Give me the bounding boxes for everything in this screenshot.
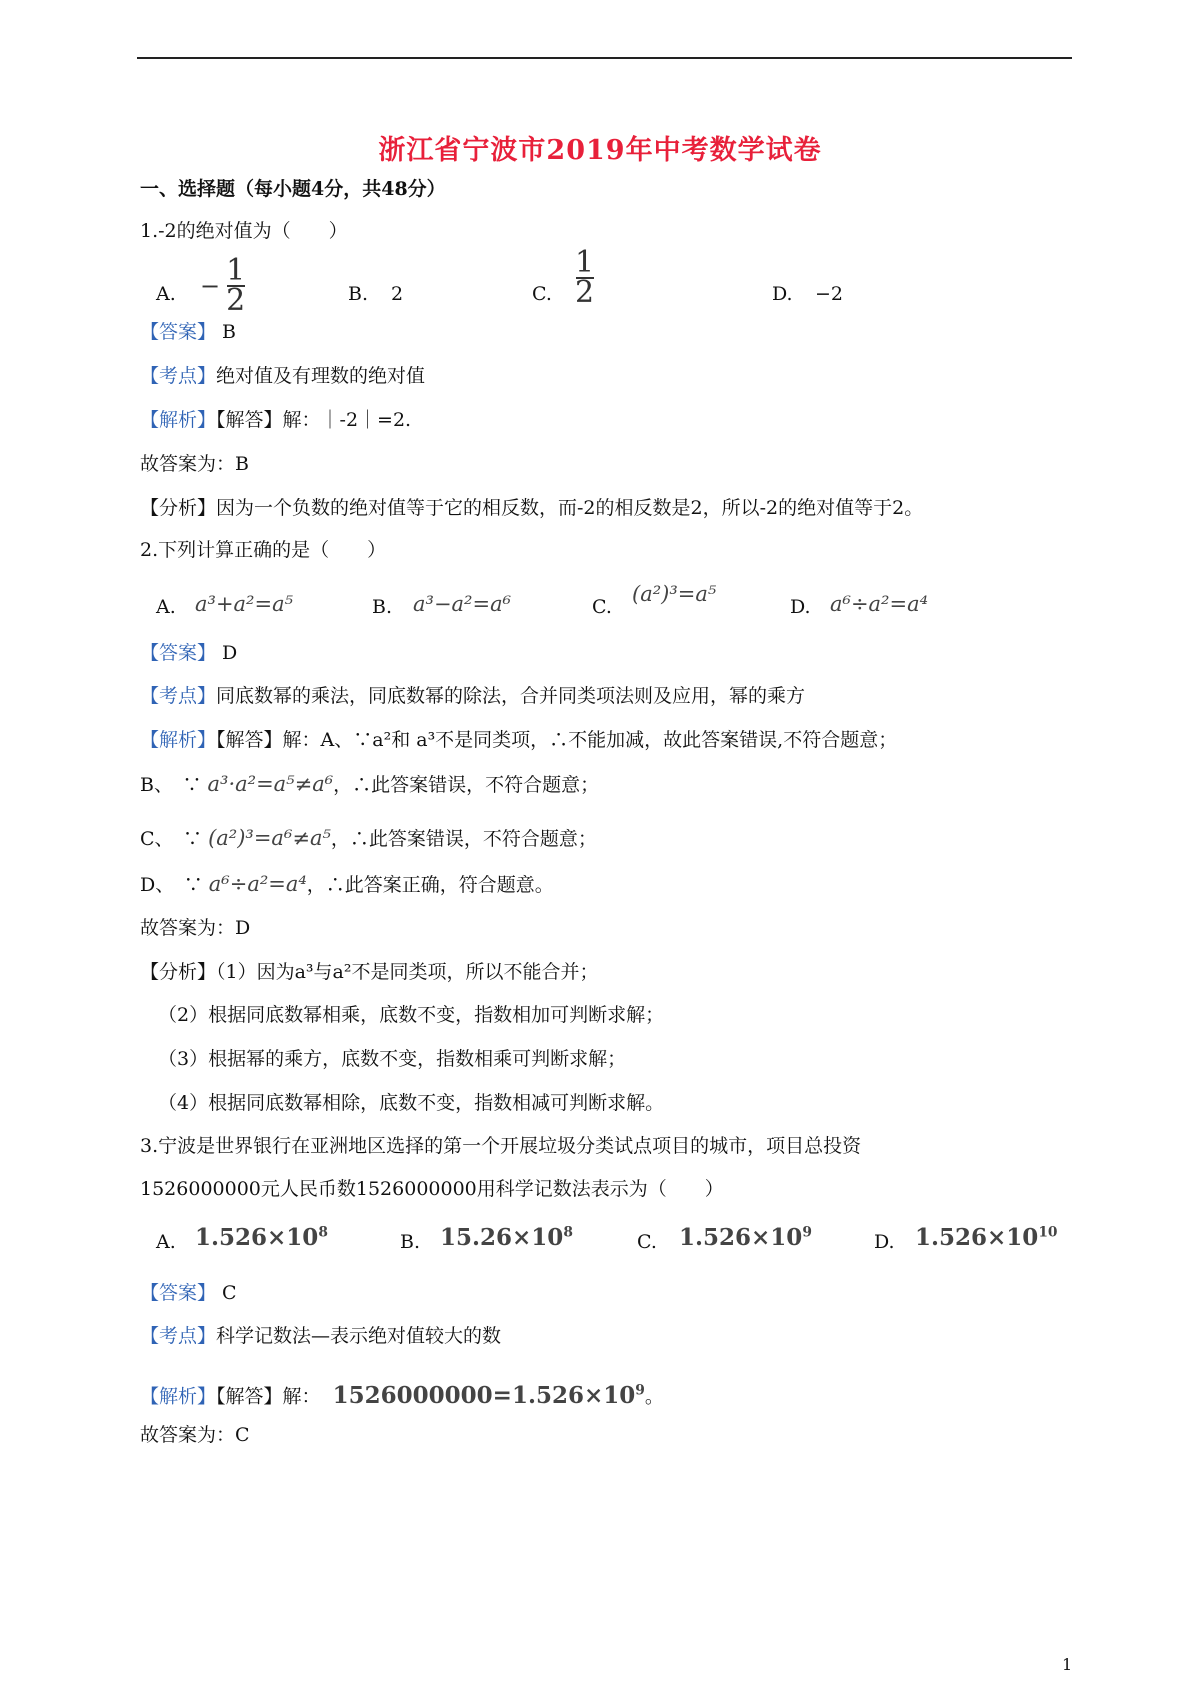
analysis-tag: 【解析】 xyxy=(140,729,217,751)
q1-option-a-label: A. xyxy=(156,283,176,305)
q2-fenxi xyxy=(140,960,599,984)
q1-option-c-label: C. xyxy=(532,283,552,305)
q3-point xyxy=(140,1324,501,1348)
q2-option-c-expr: (a²)³=a⁵ xyxy=(632,582,717,606)
q2-option-b-expr: a³−a²=a⁶ xyxy=(413,592,512,616)
q1-conclusion: 故答案为：B xyxy=(140,453,249,475)
point-tag: 【考点】 xyxy=(140,365,217,387)
q1-analysis xyxy=(140,408,411,432)
point-tag: 【考点】 xyxy=(140,1325,217,1347)
q3-option-a-exp: 8 xyxy=(318,1224,328,1241)
q2-answer xyxy=(140,641,237,665)
q1-answer xyxy=(140,320,236,344)
q2-option-a-label: A. xyxy=(156,596,176,618)
fraction-denominator: 2 xyxy=(575,275,595,310)
q3-answer xyxy=(140,1281,237,1305)
q1-point-text: 绝对值及有理数的绝对值 xyxy=(216,365,426,387)
q2-analysis-text: 解：A、∵a²和 a³不是同类项，∴不能加减，故此答案错误,不符合题意； xyxy=(282,729,898,751)
q2-line-c-math: (a²)³=a⁶≠a⁵ xyxy=(208,826,331,850)
q2-fenxi-4: （4）根据同底数幂相除，底数不变，指数相减可判断求解。 xyxy=(158,1092,665,1114)
q3-option-c-expr xyxy=(679,1224,812,1251)
q2-line-b-suffix: ，∴此答案错误，不符合题意； xyxy=(333,774,600,796)
analysis-tag: 【解析】 xyxy=(140,1385,217,1408)
q2-line-d-math: a⁶÷a²=a⁴ xyxy=(208,872,307,896)
q3-stem-line-2: 1526000000元人民币数1526000000用科学记数法表示为（ ） xyxy=(140,1178,724,1200)
q3-point-text: 科学记数法—表示绝对值较大的数 xyxy=(216,1325,502,1347)
q2-line-b xyxy=(140,772,599,797)
q2-line-b-prefix: B、 ∵ xyxy=(140,774,202,796)
q3-option-a-base: 1.526×10 xyxy=(195,1224,319,1251)
q1-option-b-label: B. xyxy=(348,283,369,305)
q3-option-d-base: 1.526×10 xyxy=(915,1224,1039,1251)
q3-stem-line-1: 3.宁波是世界银行在亚洲地区选择的第一个开展垃圾分类试点项目的城市，项目总投资 xyxy=(140,1135,862,1157)
q2-conclusion: 故答案为：D xyxy=(140,917,251,939)
fraction-denominator: 2 xyxy=(226,283,246,318)
q2-option-a-expr: a³+a²=a⁵ xyxy=(195,592,294,616)
q2-line-c-prefix: C、 ∵ xyxy=(140,828,203,850)
q3-answer-value: C xyxy=(216,1282,237,1304)
fenxi-tag: 【分析】 xyxy=(140,497,217,519)
q3-analysis-base: 1526000000=1.526×10 xyxy=(332,1381,636,1409)
page-number: 1 xyxy=(1062,1655,1073,1674)
reply-tag: 【解答】 xyxy=(216,409,283,431)
q2-fenxi-2: （2）根据同底数幂相乘，底数不变，指数相加可判断求解； xyxy=(158,1004,665,1026)
fenxi-tag: 【分析】 xyxy=(140,961,217,983)
reply-tag: 【解答】 xyxy=(216,1385,283,1408)
q3-analysis-exp: 9 xyxy=(635,1382,645,1398)
q3-analysis-math xyxy=(333,1382,645,1409)
section-heading: 一、选择题（每小题4分，共48分） xyxy=(140,178,446,200)
q1-option-b-value: 2 xyxy=(391,283,404,305)
q3-option-c-label: C. xyxy=(637,1231,657,1253)
q2-option-c-label: C. xyxy=(592,596,612,618)
answer-tag: 【答案】 xyxy=(140,321,217,343)
q3-option-d-label: D. xyxy=(874,1231,895,1253)
q3-conclusion: 故答案为：C xyxy=(140,1424,250,1446)
q1-option-a-fraction xyxy=(226,253,246,318)
q2-option-d-label: D. xyxy=(790,596,811,618)
q1-fenxi xyxy=(140,496,923,520)
q1-option-c-value xyxy=(575,245,595,310)
q3-option-d-exp: 10 xyxy=(1038,1224,1058,1241)
q3-option-a-expr xyxy=(195,1224,328,1251)
q1-option-a-sign: − xyxy=(200,272,221,300)
q2-line-d xyxy=(140,872,554,897)
q2-line-d-suffix: ，∴此答案正确，符合题意。 xyxy=(306,874,554,896)
point-tag: 【考点】 xyxy=(140,685,217,707)
q2-line-c-suffix: ，∴此答案错误，不符合题意； xyxy=(330,828,597,850)
q2-stem: 2.下列计算正确的是（ ） xyxy=(140,539,387,561)
q3-option-b-exp: 8 xyxy=(563,1224,573,1241)
q3-option-b-label: B. xyxy=(400,1231,421,1253)
fraction-numerator: 1 xyxy=(226,253,246,288)
q1-option-d-label: D. xyxy=(772,283,793,305)
q1-option-c-fraction xyxy=(575,245,595,310)
q2-analysis xyxy=(140,728,897,752)
q3-analysis-end: 。 xyxy=(644,1385,664,1408)
q3-option-c-exp: 9 xyxy=(802,1224,812,1241)
answer-tag: 【答案】 xyxy=(140,1282,217,1304)
q1-fenxi-text: 因为一个负数的绝对值等于它的相反数，而-2的相反数是2，所以-2的绝对值等于2。 xyxy=(216,497,924,519)
q1-option-d-value: −2 xyxy=(815,283,844,305)
q2-line-c xyxy=(140,826,597,851)
reply-tag: 【解答】 xyxy=(216,729,283,751)
q3-option-a-label: A. xyxy=(156,1231,176,1253)
q2-option-b-label: B. xyxy=(372,596,393,618)
fraction-numerator: 1 xyxy=(575,245,595,280)
q1-answer-value: B xyxy=(216,321,237,343)
q1-option-a-value xyxy=(200,253,246,318)
q3-analysis-prefix: 解： xyxy=(282,1385,321,1408)
q2-line-d-prefix: D、 ∵ xyxy=(140,874,203,896)
q2-fenxi-1: （1）因为a³与a²不是同类项，所以不能合并； xyxy=(216,961,599,983)
header-rule xyxy=(137,57,1072,59)
q2-option-d-expr: a⁶÷a²=a⁴ xyxy=(830,592,929,616)
analysis-tag: 【解析】 xyxy=(140,409,217,431)
page-title: 浙江省宁波市2019年中考数学试卷 xyxy=(378,135,822,166)
q3-option-b-expr xyxy=(440,1224,573,1251)
q2-line-b-math: a³·a²=a⁵≠a⁶ xyxy=(207,772,334,796)
q2-point-text: 同底数幂的乘法，同底数幂的除法，合并同类项法则及应用，幂的乘方 xyxy=(216,685,806,707)
answer-tag: 【答案】 xyxy=(140,642,217,664)
q3-option-c-base: 1.526×10 xyxy=(679,1224,803,1251)
q3-option-b-base: 15.26×10 xyxy=(440,1224,564,1251)
q1-analysis-text: 解：｜-2｜=2. xyxy=(282,409,412,431)
q3-option-d-expr xyxy=(915,1224,1058,1251)
q2-point xyxy=(140,684,805,708)
q3-analysis xyxy=(140,1378,664,1409)
q2-fenxi-3: （3）根据幂的乘方，底数不变，指数相乘可判断求解； xyxy=(158,1048,627,1070)
q1-point xyxy=(140,364,425,388)
q2-answer-value: D xyxy=(216,642,238,664)
q1-stem: 1.-2的绝对值为（ ） xyxy=(140,220,348,242)
